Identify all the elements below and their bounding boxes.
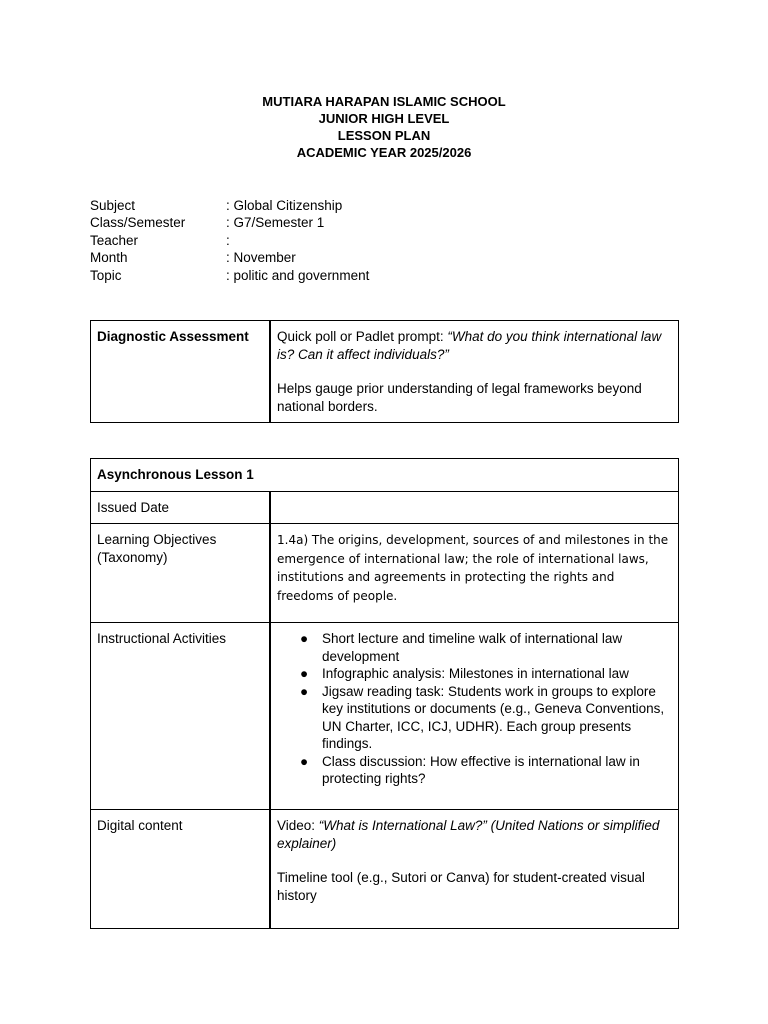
- lesson-table: [90, 458, 679, 929]
- video-title: “What is International Law?” (United Nations or simplified explainer): [277, 818, 660, 851]
- lesson-title-row: [91, 459, 679, 492]
- digital-video: [277, 817, 672, 852]
- activity-text: Infographic analysis: Milestones in international law: [322, 666, 629, 681]
- objectives-label: Learning Objectives (Taxonomy): [91, 524, 271, 623]
- lesson-meta: [90, 197, 369, 284]
- diagnostic-content: [270, 321, 679, 423]
- meta-label: Class/Semester: [90, 215, 186, 231]
- digital-label: Digital content: [91, 810, 271, 929]
- meta-value: :: [226, 232, 230, 248]
- meta-label: Month: [90, 250, 128, 266]
- meta-label: Topic: [90, 267, 122, 283]
- bullet-icon: ●: [300, 666, 309, 681]
- meta-value: : G7/Semester 1: [226, 215, 325, 231]
- academic-year: ACADEMIC YEAR 2025/2026: [296, 145, 472, 160]
- meta-label: Teacher: [90, 232, 139, 248]
- objectives-row: [91, 524, 679, 623]
- objectives-text: 1.4a) The origins, development, sources of and milestones in the emergence of international law; the role of international laws, institutions and agreements in protecting the rights and freedoms of people.: [270, 524, 679, 623]
- bullet-icon: ●: [300, 631, 309, 646]
- prompt-quote: “What do you think international law is? Can it affect individuals?”: [277, 329, 662, 362]
- meta-row-class: [90, 214, 369, 231]
- issued-date-value: [270, 491, 679, 524]
- activity-text: Jigsaw reading task: Students work in groups to explore key institutions or documents (e.g., Geneva Conventions, UN Charter, ICC, ICJ, UDHR). Each group presents findings.: [322, 683, 665, 751]
- meta-value: : November: [226, 250, 296, 266]
- activities-content: [270, 623, 679, 810]
- lesson-title: Asynchronous Lesson 1: [91, 459, 679, 492]
- meta-value: : politic and government: [226, 267, 370, 283]
- diagnostic-label: Diagnostic Assessment: [91, 321, 271, 423]
- meta-row-month: [90, 249, 369, 266]
- meta-label: Subject: [90, 198, 136, 213]
- activities-list: [277, 630, 672, 788]
- meta-row-teacher: [90, 232, 369, 249]
- activity-text: Class discussion: How effective is international law in protecting rights?: [322, 753, 640, 786]
- digital-timeline: Timeline tool (e.g., Sutori or Canva) for student-created visual history: [277, 870, 645, 903]
- diagnostic-prompt: [277, 328, 672, 363]
- diagnostic-row: [91, 321, 679, 423]
- document-type: LESSON PLAN: [337, 128, 431, 143]
- issued-date-row: [91, 491, 679, 524]
- issued-date-label: Issued Date: [91, 491, 271, 524]
- meta-row-subject: [90, 197, 369, 214]
- bullet-icon: ●: [300, 753, 309, 769]
- diagnostic-table: [90, 320, 679, 423]
- diagnostic-note: Helps gauge prior understanding of legal frameworks beyond national borders.: [277, 381, 642, 414]
- digital-content: [270, 810, 679, 929]
- video-prefix: Video:: [277, 818, 319, 833]
- activities-row: [91, 623, 679, 810]
- prompt-prefix: Quick poll or Padlet prompt:: [277, 329, 448, 344]
- digital-row: [91, 810, 679, 929]
- school-level: JUNIOR HIGH LEVEL: [318, 111, 450, 126]
- activities-label: Instructional Activities: [91, 623, 271, 810]
- meta-row-topic: [90, 267, 369, 284]
- activity-text: Short lecture and timeline walk of international law development: [322, 631, 623, 664]
- school-name: MUTIARA HARAPAN ISLAMIC SCHOOL: [262, 94, 506, 109]
- list-item: [300, 630, 672, 665]
- bullet-icon: ●: [300, 683, 309, 699]
- list-item: [300, 753, 672, 788]
- meta-value: : Global Citizenship: [226, 198, 343, 213]
- document-header: [0, 93, 768, 161]
- list-item: [300, 683, 672, 753]
- list-item: [300, 665, 672, 683]
